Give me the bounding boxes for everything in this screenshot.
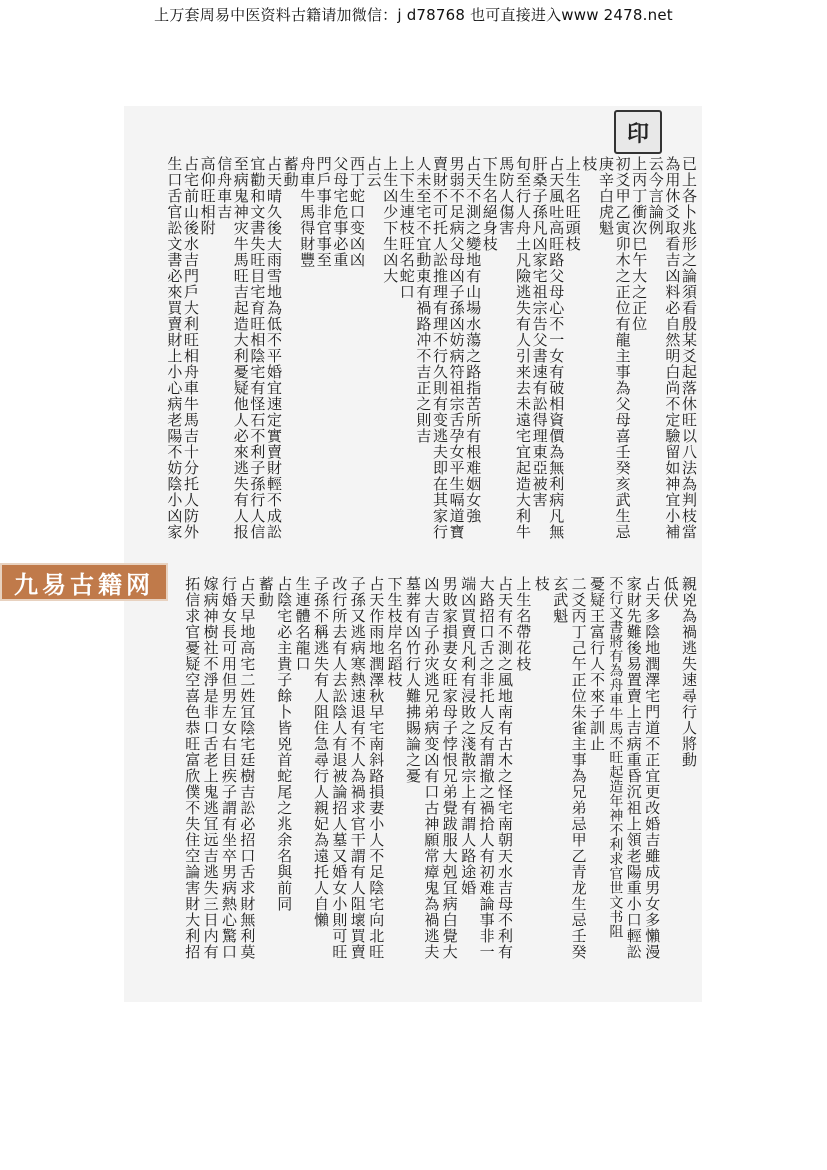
text-column: 家財先難後易置賣上吉病重昏沉祖上領老陽重小口輕訟 (624, 576, 643, 960)
text-column: 人未至宅不宜動東有禍路冲不吉正之則吉 (414, 156, 433, 444)
text-column: 旬至行人舟土凡險逃失有人引来去未遠宅宜起造大利牛 (514, 156, 532, 540)
text-column: 上生名旺頭枝 (563, 156, 582, 252)
text-column: 占天多陰地潤澤宅門道不正宜更改婚吉雖成男女多懶漫 (643, 576, 662, 960)
text-column: 宜勸和文書失旺目宅育旺相陰宅有怪石不利子孫行人信 (248, 156, 267, 540)
text-column: 二爻丙丁己午正位朱雀主事為兄弟忌甲乙青龙生忌壬癸 (569, 576, 588, 960)
text-column: 占天作雨地潤澤秋早宅南斜路損妻小人不足陰宅向北旺 (367, 576, 386, 960)
text-column: 上下生連枝旺名蛇口 (397, 156, 416, 300)
text-column: 占天早地高宅二姓冝陰宅廷樹吉訟必招口舌求財無利莫 (238, 576, 257, 960)
text-column: 高仰旺相附 (198, 156, 217, 236)
text-column: 上丙丁衝次巳午大之正位 (630, 156, 649, 332)
text-column: 下生枝岸名蹈枝 (385, 576, 404, 688)
text-column: 占天風吐高旺路父母心不一女有破相資價為無利病凡無 (547, 156, 566, 540)
text-column: 蓄動 (256, 576, 275, 608)
text-column: 憂疑王富行人不來子訓止 (588, 576, 606, 752)
text-column: 枝 (580, 156, 599, 172)
text-column: 初爻甲乙寅卯木之正位有龍主事為父母喜壬癸亥武生忌 (613, 156, 632, 540)
watermark-logo: 九易古籍网 (0, 563, 168, 601)
text-column: 玄武魁 (551, 576, 570, 624)
text-column: 占云 (364, 156, 383, 188)
text-column: 生連體名龍口 (293, 576, 312, 672)
text-column: 男弱不足病父母凶子孫凶妨病符祖宗舌孕女平生嗝道寶 (447, 156, 466, 540)
text-column: 男敗家損妻女旺家母子悖恨兄弟覺跋服大剋冝病白覺大 (440, 576, 459, 960)
header-banner: 上万套周易中医资料古籍请加微信：j d78768 也可直接进入www 2478.net (154, 6, 673, 24)
text-column: 端凶買賣凡利有浸敗之淺散宗上有謂人路途婚 (459, 576, 478, 896)
text-column: 上生名帶花枝 (514, 576, 533, 672)
text-column: 親兇為禍逃失速尋行人將動 (680, 576, 698, 768)
text-column: 肝桑子孫凡凶家宅祖宗告父書速有訟得理東亞被害 (530, 156, 549, 508)
text-column: 至病鬼神灾牛馬旺吉起造大利憂疑他人必來逃失有人报 (231, 156, 250, 540)
text-column: 子孫不稱逃失有人阻住急尋行人親妃為遠托人自懶 (312, 576, 330, 928)
text-column: 拓信求官憂疑空喜色恭旺富欣僕不失住空論害財大利招 (183, 576, 202, 960)
text-column: 馬防人傷害 (497, 156, 516, 236)
text-column: 上生凶少下生凶大 (381, 156, 400, 284)
text-column: 蓄動 (281, 156, 300, 188)
text-column: 賣財不可托人訟推理有理不行久則有变逃夫即在其家行 (431, 156, 449, 540)
text-column: 嫁病神樹社不淨是非口舌老上鬼逃冝远吉逃失三日内有 (201, 576, 220, 960)
text-column: 舟車牛馬得財豐 (298, 156, 317, 268)
text-column: 云今言論例 (646, 156, 665, 236)
text-column: 西丁蛇口变凶凶 (348, 156, 366, 268)
text-column: 占天晴久後大雨雪地為低不平婚宜速定實賣財輕不成訟 (265, 156, 283, 540)
text-column: 占天不測之變地有山場水蕩之路指苦所有根难姻女強 (464, 156, 483, 524)
text-column: 已上各卜兆形之論須看殷某爻起落休旺以八法為判枝當 (680, 156, 698, 540)
text-column: 下生名絕身枝 (480, 156, 499, 252)
collector-seal: 印 (614, 110, 662, 154)
text-column: 庚辛白虎魁 (597, 156, 615, 236)
text-column: 墓葬有凶竹行人難拂賜論之憂 (404, 576, 422, 784)
scanned-page (124, 106, 702, 1002)
text-column: 生口舌官訟文書必來買賣財上小心病老陽不妨陰小凶家 (165, 156, 184, 540)
text-column: 子孫又逃病寒熱速退有不人為禍求官干謂有人阻壞買賣 (348, 576, 367, 960)
text-column: 占陰宅必主貴子餘卜皆兇首蛇尾之兆余名與前同 (275, 576, 294, 912)
text-column: 行婚女長可用但男左女右目疾子謂有坐卒男病熱心驚口 (220, 576, 238, 960)
text-column: 門戶事非官事至 (314, 156, 333, 268)
text-column: 父母宅危事必重 (331, 156, 350, 268)
text-column: 占天有不測之風地南有古木之怪宅南朝天水吉母不利有 (496, 576, 514, 960)
text-column: 占宅前山後水吉門戶大利旺相舟車牛馬吉十分托人防外 (182, 156, 200, 540)
text-column: 大路招口舌之非托人反有謂撤之禍拾人有初难論事非一 (477, 576, 496, 960)
text-column: 低伏 (661, 576, 680, 608)
text-column: 凶大吉子孙灾逃兄弟病变凶有口古神願常瘴鬼為禍逃夫 (422, 576, 441, 960)
text-column: 為用休爻取看吉凶料必自然明白尚不定驗留如神宜小補 (663, 156, 682, 540)
text-column: 改行所去有人去訟陰人有退被論招人墓又婚女小則可旺 (330, 576, 349, 960)
text-column: 信舟車吉 (215, 156, 234, 220)
text-column: 不行文書將有為舟車牛馬不旺起造年神不利求官世文书阻 (607, 576, 624, 939)
text-column: 枝 (532, 576, 551, 592)
